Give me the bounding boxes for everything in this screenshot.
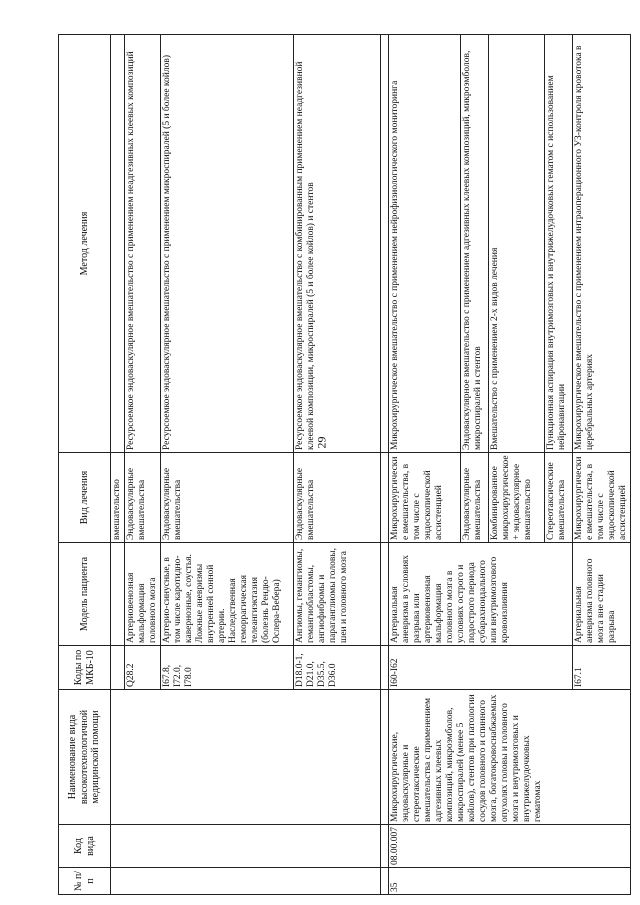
cell-method: Пункционная аспирация внутримозговых и внутрижелудочковых гематом с использованием нейронавигации bbox=[545, 35, 573, 453]
cell-method: Микрохирургическое вмешательство с применением интраоперационного УЗ-контроля кровотока в церебральных артериях bbox=[573, 35, 631, 453]
cell-type: Эндоваскулярные вмешательства bbox=[125, 453, 161, 543]
cell-icd: D18.0-1, D21.0, D35.5, D36.0 bbox=[294, 646, 381, 690]
cell-row-number: 35 bbox=[389, 868, 631, 895]
cell-type: Эндоваскулярные вмешательства bbox=[461, 453, 489, 543]
cell-method: Ресурсоемкое эндоваскулярное вмешательство с применением микроспиралей (5 и более койлов) bbox=[161, 35, 294, 453]
cell-type: Микрохирургические вмешательства, в том числе с эндоскопической ассистенцией bbox=[389, 453, 461, 543]
cell-icd: I67.8, I72.0, I78.0 bbox=[161, 646, 294, 690]
cell-icd: Q28.2 bbox=[125, 646, 161, 690]
cell-icd: I60-I62 bbox=[389, 646, 573, 690]
cell-method: Ресурсоемкое эндоваскулярное вмешательство с комбинированным применением неадгезивной клеевой композиции, микроспиралей (5 и более койлов) и стентов bbox=[294, 35, 381, 453]
cell-method: Микрохирургическое вмешательство с применением нейрофизиологического мониторинга bbox=[389, 35, 461, 453]
cell-type: Комбинированное микрохирургическое + эндоваскулярное вмешательство bbox=[489, 453, 545, 543]
rotated-table-wrapper bbox=[58, 35, 628, 895]
header-model: Модель пациента bbox=[59, 543, 111, 646]
cell-num-empty bbox=[111, 868, 381, 895]
cell-type: Эндоваскулярные вмешательства bbox=[161, 453, 294, 543]
table-row bbox=[111, 35, 125, 895]
header-method: Метод лечения bbox=[59, 35, 111, 453]
header-name: Наименование вида высокотехнологичной медицинской помощи bbox=[59, 690, 111, 825]
cell-model: Артериовенозная мальформация головного мозга bbox=[125, 543, 161, 646]
gap-cell bbox=[381, 690, 389, 825]
table-row bbox=[389, 35, 461, 895]
header-type: Вид лечения bbox=[59, 453, 111, 543]
cell-model: Артериальная аневризма головного мозга вне стадии разрыва bbox=[573, 543, 631, 646]
cell-type: вмешательство bbox=[111, 453, 125, 543]
cell-model: Артериальная аневризма в условиях разрыва или артериовенозная мальформация головного мозга в условиях острого и подострого периода субарахноидального или внутримозгового кровоизлияния bbox=[389, 543, 573, 646]
cell-code-empty bbox=[111, 825, 381, 868]
header-num: № п/п bbox=[59, 868, 111, 895]
cell-type-code: 08.00.007 bbox=[389, 825, 631, 868]
gap-cell bbox=[381, 825, 389, 868]
gap-cell bbox=[381, 543, 389, 646]
cell-model: Артерио-синусные, в том числе каротидно-кавернозные, соустья. Ложные аневризмы внутренней сонной артерии. Наследственная геморрагическая телеангиэктазия (болезнь Рендю-Ослера-Вебера) bbox=[161, 543, 294, 646]
cell-method: Вмешательство с применением 2-х видов лечения bbox=[489, 35, 545, 453]
cell-type: Микрохирургические вмешательства, в том числе с эндоскопической ассистенцией bbox=[573, 453, 631, 543]
cell-model bbox=[111, 543, 125, 646]
cell-model: Ангиомы, гемангиомы, гемангиобластомы, ангиофибромы и параганглиомы головы, шеи и головного мозга bbox=[294, 543, 381, 646]
cell-care-name: Микрохирургические, эндоваскулярные и стереотаксические вмешательства с применением адгезивных клеевых композиций, микроэмболов, микроспиралей (менее 5 койлов), стентов при патологии сосудов головного и спинного мозга, богатокровоснабжаемых опухолях головы и головного мозга и внутримозговых и внутрижелудочковых гематомах bbox=[389, 690, 631, 825]
gap-cell bbox=[381, 646, 389, 690]
header-code: Код вида bbox=[59, 825, 111, 868]
cell-name-empty bbox=[111, 690, 381, 825]
gap-cell bbox=[381, 868, 389, 895]
cell-icd bbox=[111, 646, 125, 690]
separator-row bbox=[381, 35, 389, 895]
cell-type: Эндоваскулярные вмешательства bbox=[294, 453, 381, 543]
header-row bbox=[59, 35, 111, 895]
cell-method: Эндоваскулярное вмешательство с применением адгезивных клеевых композиций, микроэмболов, микроспиралей и стентов bbox=[461, 35, 489, 453]
page-number: 29 bbox=[314, 436, 329, 449]
cell-icd: I67.1 bbox=[573, 646, 631, 690]
cell-method bbox=[111, 35, 125, 453]
treatment-table bbox=[58, 34, 631, 895]
gap-cell bbox=[381, 453, 389, 543]
header-icd: Коды по МКБ-10 bbox=[59, 646, 111, 690]
cell-method: Ресурсоемкое эндоваскулярное вмешательство с применением неадгезивных клеевых композиций bbox=[125, 35, 161, 453]
gap-cell bbox=[381, 35, 389, 453]
cell-type: Стереотаксические вмешательства bbox=[545, 453, 573, 543]
